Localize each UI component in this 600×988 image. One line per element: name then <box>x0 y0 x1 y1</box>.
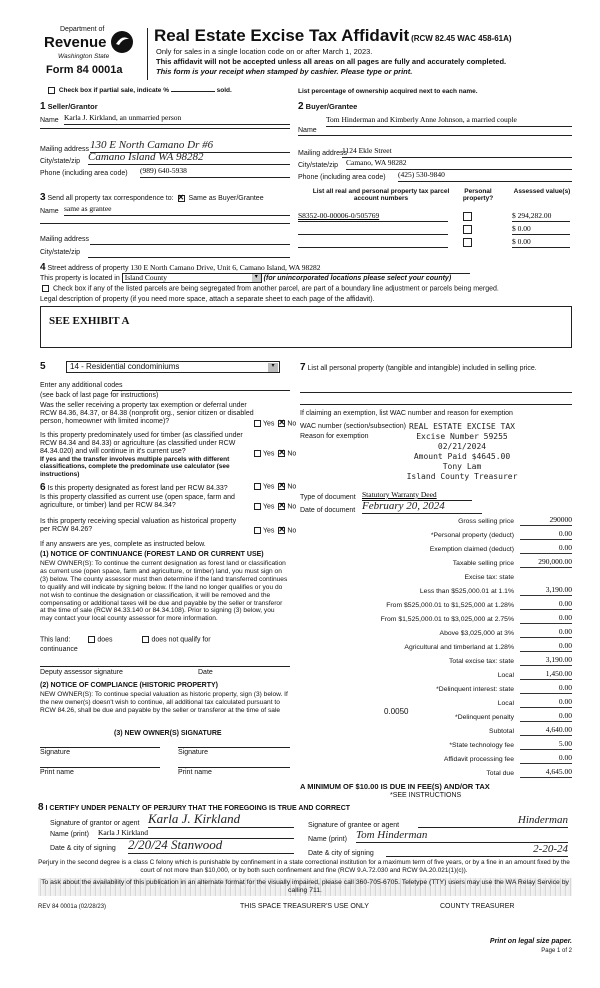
calc-label: Agricultural and timberland at 1.28% <box>404 644 514 651</box>
historic-question: Is this property receiving special valuation as historical property per RCW 84.26? <box>40 518 237 534</box>
sig3-signature-label-2: Signature <box>178 749 208 756</box>
notice1-text: NEW OWNER(S): To continue the current designation as forest land or classification as current use (open space, farm and agriculture, or timber) land, you must sign on (3) below. The county assessor must then determine if the land transferred continues to qualify and will indicate by signing below. If the land no longer qualifies or you do not wish to continue the designation or classification, it will be removed and the compensating or additional taxes will be due and payable by the seller or transferor at the time of sale (RCW 84.33.140 or 84.34.108). Prior to signing (3) below, you may contact your local county assessor for more information. <box>40 560 288 623</box>
section4-num: 4 <box>40 262 46 273</box>
grantor-name-field[interactable]: Karla J Kirkland <box>98 829 294 839</box>
calc-label: Local <box>497 672 514 679</box>
exemption-question: Was the seller receiving a property tax exemption or deferral under RCW 84.36, 84.37, or 84.38 (nonprofit org., senior citizen or disabled person, homeowner with limited income)? <box>40 402 254 426</box>
grantor-date-field[interactable]: 2/20/24 Stanwood <box>128 838 294 854</box>
calc-value[interactable]: 290000 <box>520 516 572 526</box>
legal-description-box[interactable] <box>40 306 572 348</box>
partial-sale-suffix: sold. <box>216 87 232 95</box>
timber-note: If yes and the transfer involves multiple parcels with different classifications, complete the predominate use calculator (see instructions) <box>40 456 230 478</box>
tax-calculation <box>300 515 572 788</box>
use-code-select[interactable] <box>66 361 280 373</box>
s3-mail-field[interactable] <box>90 236 290 245</box>
q1-no-label: No <box>287 420 297 428</box>
ownership-note: List percentage of ownership acquired next to each name. <box>298 88 478 95</box>
treasurer-stamp <box>382 422 542 482</box>
calc-label: *Personal property (deduct) <box>430 532 514 539</box>
calc-label: Above $3,025,000 at 3% <box>439 630 514 637</box>
calc-label: Excise tax: state <box>464 574 514 581</box>
calc-value[interactable]: 4,640.00 <box>520 726 572 736</box>
buyer-name-field[interactable]: Tom Hinderman and Kimberly Anne Johnson, a married couple <box>326 116 572 127</box>
notice1-title: (1) NOTICE OF CONTINUANCE (FOREST LAND OR CURRENT USE) <box>40 551 264 558</box>
partial-sale-label: Check box if partial sale, indicate % <box>58 87 169 95</box>
grantor-date-label: Date & city of signing <box>50 845 116 852</box>
section6-num: 6 <box>40 482 46 493</box>
section1-heading: Seller/Grantor <box>47 102 98 111</box>
current-use-question: Is this property classified as current use (open space, farm and agriculture, or timber) land per RCW 84.34? <box>40 494 235 510</box>
stamp-line5: Tony Lam <box>442 462 482 471</box>
doc-type-label: Type of document <box>300 494 356 501</box>
street-field[interactable]: 130 E North Camano Drive, Unit 6, Camano Island, WA 98282 <box>130 264 470 274</box>
calc-label: Taxable selling price <box>452 560 514 567</box>
calc-value[interactable]: 290,000.00 <box>520 558 572 568</box>
section3-heading: Send all property tax correspondence to: <box>47 195 174 202</box>
buyer-name-label: Name <box>298 127 317 134</box>
chevron-down-icon: ▾ <box>268 363 278 372</box>
seller-city-label: City/state/zip <box>40 158 81 165</box>
calc-value[interactable]: 0.00 <box>520 754 572 764</box>
buyer-phone-field[interactable]: (425) 530-9840 <box>398 171 572 182</box>
q1-yes-checkbox[interactable] <box>254 420 261 427</box>
grantee-name-field[interactable]: Tom Hinderman <box>356 829 568 843</box>
header-note2: This affidavit will not be accepted unless all areas on all pages are fully and accurately completed. <box>156 57 507 66</box>
seller-mail-field[interactable]: 130 E North Camano Dr #6 <box>90 139 290 153</box>
county-note: (for unincorporated locations please select your county) <box>263 274 452 282</box>
county-treasurer: COUNTY TREASURER <box>440 903 515 910</box>
stamp-line1: REAL ESTATE EXCISE TAX <box>409 422 515 431</box>
calc-label: Affidavit processing fee <box>443 756 514 763</box>
boundary-label: Check box if any of the listed parcels are being segregated from another parcel, are part of a boundary line adjustment or parcels being merged. <box>52 285 499 293</box>
stamp-line6: Island County Treasurer <box>406 472 518 481</box>
if-yes-note: If any answers are yes, complete as instructed below. <box>40 541 206 548</box>
does-not-checkbox[interactable] <box>142 636 149 643</box>
seller-city-field[interactable]: Camano Island WA 98282 <box>88 151 290 165</box>
treasurer-use: THIS SPACE TREASURER'S USE ONLY <box>240 903 369 910</box>
calc-value[interactable]: 0.00 <box>520 614 572 624</box>
parcel-row <box>298 212 572 224</box>
calc-value[interactable]: 3,190.00 <box>520 656 572 666</box>
use-code-value: 14 - Residential condominiums <box>70 362 180 371</box>
minimum-note: A MINIMUM OF $10.00 IS DUE IN FEE(S) AND/OR TAX <box>300 782 490 791</box>
grantor-name-label: Name (print) <box>50 831 89 838</box>
calc-label: *Delinquent interest: state <box>436 686 514 693</box>
sig3-print-label: Print name <box>40 769 74 776</box>
s6q1-yes-label: Yes <box>263 483 275 491</box>
codes-note: (see back of last page for instructions) <box>40 392 159 399</box>
sig-grantee-field[interactable]: Hinderman <box>418 814 568 828</box>
county-select[interactable] <box>122 273 262 283</box>
doc-type-field[interactable]: Statutory Warranty Deed <box>362 491 472 501</box>
assessed-value[interactable]: $ 0.00 <box>512 238 570 248</box>
revenue-logo <box>40 26 140 82</box>
rcw-ref: (RCW 82.45 WAC 458-61A) <box>411 34 512 43</box>
section3-num: 3 <box>40 192 46 203</box>
rev-number: REV 84 0001a (02/28/23) <box>38 904 107 910</box>
chevron-down-icon: ▾ <box>252 274 261 282</box>
s6q1-no-label: No <box>287 483 297 491</box>
dept-line1: Department of <box>60 26 105 33</box>
deputy-date-label: Date <box>198 669 213 676</box>
grantee-date-field[interactable]: 2-20-24 <box>386 843 568 857</box>
calc-label: Local <box>497 700 514 707</box>
buyer-city-field[interactable]: Camano, WA 98282 <box>346 159 572 170</box>
s6q2-no-label: No <box>287 503 297 511</box>
section2-heading: Buyer/Grantee <box>305 102 358 111</box>
calc-label: Total due <box>486 770 514 777</box>
personal-property-checkbox[interactable] <box>463 238 472 247</box>
this-land-label: This land: <box>40 636 71 644</box>
personal-property-checkbox[interactable] <box>463 225 472 234</box>
sig3-print-label-2: Print name <box>178 769 212 776</box>
logo-icon <box>110 30 134 54</box>
does-checkbox[interactable] <box>88 636 95 643</box>
buyer-phone-label: Phone (including area code) <box>298 174 386 181</box>
calc-value[interactable]: 0.00 <box>520 600 572 610</box>
s6q2-yes-checkbox[interactable] <box>254 503 261 510</box>
additional-codes-field[interactable] <box>112 382 290 391</box>
notice2-title: (2) NOTICE OF COMPLIANCE (HISTORIC PROPERTY) <box>40 682 218 689</box>
section1-num: 1 <box>40 101 46 112</box>
calc-value[interactable]: 5.00 <box>520 740 572 750</box>
located-label: This property is located in <box>40 274 120 282</box>
sig-grantee-label: Signature of grantee or agent <box>308 822 400 829</box>
calc-value[interactable]: 3,190.00 <box>520 586 572 596</box>
availability-band <box>38 878 572 896</box>
calc-value[interactable]: 0.00 <box>520 544 572 554</box>
calc-label: Gross selling price <box>458 518 514 525</box>
stamp-line3: 02/21/2024 <box>437 442 487 451</box>
calc-label: Subtotal <box>489 728 514 735</box>
availability-text: To ask about the availability of this publication in an alternate format for the visually impaired, please call 360-705-6705. Teletype (TTY) users may use the WA Relay Service by calling 711. <box>41 879 569 895</box>
s6q3-no-label: No <box>287 527 297 535</box>
parcel-number[interactable] <box>298 225 448 235</box>
stamp-line2: Excise Number 59255 <box>416 432 508 441</box>
calc-label: From $525,000.01 to $1,525,000 at 1.28% <box>386 602 514 609</box>
county-value: Island County <box>124 273 168 282</box>
calc-label: Less than $525,000.01 at 1.1% <box>419 588 514 595</box>
forest-question: Is this property designated as forest land per RCW 84.33? <box>47 485 228 492</box>
parcel-row <box>298 225 572 237</box>
s6q3-yes-checkbox[interactable] <box>254 527 261 534</box>
local-rate: 0.0050 <box>384 707 409 716</box>
doc-date-label: Date of document <box>300 507 356 514</box>
header-note3: This form is your receipt when stamped by cashier. Please type or print. <box>156 67 413 76</box>
s6q1-no-checkbox[interactable] <box>278 483 285 490</box>
calc-label: *Delinquent penalty <box>455 714 514 721</box>
s3-city-label: City/state/zip <box>40 249 81 256</box>
legal-paper-note: Print on legal size paper. <box>489 938 572 945</box>
calc-value[interactable]: 0.00 <box>520 628 572 638</box>
calc-value[interactable]: 0.00 <box>520 712 572 722</box>
calc-value[interactable]: 1,450.00 <box>520 670 572 680</box>
parcel-number[interactable] <box>298 238 448 248</box>
continuance-label: continuance <box>40 646 78 653</box>
partial-sale-checkbox[interactable] <box>48 87 55 94</box>
boundary-checkbox[interactable] <box>42 285 49 292</box>
section7-text: List all personal property (tangible and intangible) included in selling price. <box>307 365 537 372</box>
dept-name: Revenue <box>44 34 107 51</box>
seller-name-field[interactable]: Karla J. Kirkland, an unmarried person <box>64 114 290 125</box>
calc-label: *State technology fee <box>449 742 514 749</box>
parcel-row <box>298 238 572 250</box>
does-not-label: does not qualify for <box>151 636 211 644</box>
seller-phone-field[interactable]: (989) 640-5938 <box>140 167 290 178</box>
stamp-line4: Amount Paid $4645.00 <box>413 452 511 461</box>
assessed-col-header: Assessed value(s) <box>513 188 571 195</box>
s6q3-no-checkbox[interactable] <box>278 527 285 534</box>
form-number: Form 84 0001a <box>46 64 123 76</box>
see-instructions: *SEE INSTRUCTIONS <box>390 792 462 799</box>
q2-no-label: No <box>287 450 297 458</box>
page-title: Real Estate Excise Tax Affidavit <box>154 26 410 45</box>
buyer-mail-label: Mailing address <box>298 150 348 157</box>
calc-label: From $1,525,000.01 to $3,025,000 at 2.75% <box>380 616 514 623</box>
exempt-label: If claiming an exemption, list WAC number and reason for exemption <box>300 410 513 417</box>
s6q2-yes-label: Yes <box>263 503 275 511</box>
reason-label: Reason for exemption <box>300 433 369 440</box>
perjury-notice: Perjury in the second degree is a class C felony which is punishable by confinement in a state correctional institution for a maximum term of five years, or by a fine in an amount fixed by the court of not more than $10,000, or by both such confinement and fine (RCW 9.A.72.030 and RCW 9A.20.021(1)(c)). <box>38 859 570 874</box>
does-label: does <box>97 636 113 644</box>
q2-yes-label: Yes <box>263 450 275 458</box>
q1-no-checkbox[interactable] <box>278 420 285 427</box>
same-as-buyer-label: Same as Buyer/Grantee <box>188 195 264 202</box>
calc-value[interactable]: 0.00 <box>520 698 572 708</box>
personal-property-checkbox[interactable] <box>463 212 472 221</box>
calc-label: Total excise tax: state <box>449 658 514 665</box>
s6q2-no-checkbox[interactable] <box>278 503 285 510</box>
assessed-value[interactable]: $ 294,282.00 <box>512 212 570 222</box>
section5-num: 5 <box>40 361 46 372</box>
calc-value[interactable]: 4,645.00 <box>520 768 572 778</box>
s3-name-label: Name <box>40 208 59 215</box>
doc-date-field[interactable]: February 20, 2024 <box>362 500 482 514</box>
calc-label: Exemption claimed (deduct) <box>429 546 514 553</box>
q2-yes-checkbox[interactable] <box>254 450 261 457</box>
calc-value[interactable]: 0.00 <box>520 642 572 652</box>
parcel-number[interactable]: S8352-00-00006-0/505769 <box>298 212 448 222</box>
s6q3-yes-label: Yes <box>263 527 275 535</box>
calc-value[interactable]: 0.00 <box>520 684 572 694</box>
s3-city-field[interactable] <box>88 249 290 258</box>
grantee-name-label: Name (print) <box>308 836 347 843</box>
seller-mail-label: Mailing address <box>40 146 90 153</box>
page-number: Page 1 of 2 <box>541 948 572 954</box>
s6q1-yes-checkbox[interactable] <box>254 483 261 490</box>
certify-text: I CERTIFY UNDER PENALTY OF PERJURY THAT THE FOREGOING IS TRUE AND CORRECT <box>45 805 351 812</box>
header-note1: Only for sales in a single location code on or after March 1, 2023. <box>156 47 373 56</box>
q2-no-checkbox[interactable] <box>278 450 285 457</box>
s3-name-field[interactable]: same as grantee <box>64 205 290 216</box>
calc-value[interactable]: 0.00 <box>520 530 572 540</box>
legal-description: SEE EXHIBIT A <box>49 315 130 327</box>
timber-question: Is this property predominately used for timber (as classified under RCW 84.34 and 84.33) or agriculture (as classified under RCW 84.34.020) and will continue in it's current use? <box>40 432 243 456</box>
sig-grantor-label: Signature of grantor or agent <box>50 820 140 827</box>
s3-mail-label: Mailing address <box>40 236 90 243</box>
section8-num: 8 <box>38 802 44 813</box>
legal-label: Legal description of property (if you need more space, attach a separate sheet to each page of the affidavit). <box>40 296 375 303</box>
personal-col-header: Personal property? <box>462 188 494 203</box>
wac-label: WAC number (section/subsection) <box>300 423 406 430</box>
q1-yes-label: Yes <box>263 420 275 428</box>
sig3-title: (3) NEW OWNER(S) SIGNATURE <box>114 730 222 737</box>
sig3-signature-label: Signature <box>40 749 70 756</box>
seller-name-label: Name <box>40 117 59 124</box>
section7-num: 7 <box>300 362 306 373</box>
codes-label: Enter any additional codes <box>40 382 123 389</box>
buyer-mail-field[interactable]: 1124 Ekle Street <box>342 147 572 158</box>
section2-num: 2 <box>298 101 304 112</box>
street-label: Street address of property <box>47 265 129 272</box>
seller-phone-label: Phone (including area code) <box>40 170 128 177</box>
notice2-text: NEW OWNER(S): To continue special valuation as historic property, sign (3) below. If the new owner(s) doesn't wish to continue, all additional tax calculated pursuant to RCW 84.26, shall be due and payable by the seller or transferor at the time of sale <box>40 691 288 714</box>
same-as-buyer-checkbox[interactable] <box>178 195 185 202</box>
assessed-value[interactable]: $ 0.00 <box>512 225 570 235</box>
buyer-city-label: City/state/zip <box>298 162 339 169</box>
grantee-date-label: Date & city of signing <box>308 850 374 857</box>
dept-state: Washington State <box>58 53 110 60</box>
parcel-col-header: List all real and personal property tax parcel account numbers <box>312 188 450 203</box>
sig-grantor-field[interactable]: Karla J. Kirkland <box>148 812 294 828</box>
deputy-label: Deputy assessor signature <box>40 669 123 676</box>
